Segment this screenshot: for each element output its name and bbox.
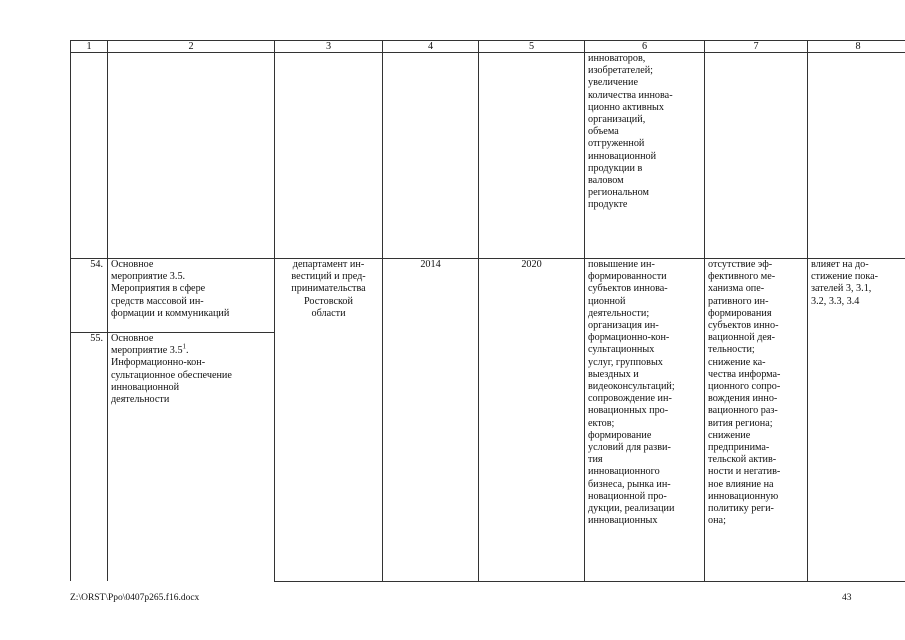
measure-name — [108, 333, 275, 582]
col-header-6: 6 — [585, 41, 705, 53]
col-header-2: 2 — [108, 41, 275, 53]
col-header-5: 5 — [479, 41, 585, 53]
row-number: 54. — [71, 259, 108, 333]
row-number: 55. — [71, 333, 108, 582]
measure-name: Основное мероприятие 3.5. Мероприятия в сфере средств массовой ин- формации и коммуникаций — [108, 259, 275, 333]
cell-empty — [108, 53, 275, 259]
cell-empty — [383, 53, 479, 259]
cell-empty — [705, 53, 808, 259]
end-year-cell: 2020 — [479, 259, 585, 582]
executor-cell: департамент ин- вестиций и пред- принимательства Ростовской области — [275, 259, 383, 582]
col-header-3: 3 — [275, 41, 383, 53]
start-year-cell: 2014 — [383, 259, 479, 582]
indicators-cell: влияет на до- стижение пока- зателей 3, 3.1, 3.2, 3.3, 3.4 — [808, 259, 905, 582]
measure-name-rest: . Информационно-кон- сультационное обеспечение инновационной деятельности — [111, 345, 232, 406]
footnote-mark: 1 — [182, 342, 187, 351]
col-header-8: 8 — [808, 41, 905, 53]
expected-results-cell: повышение ин- формированности субъектов иннова- ционной деятельности; организация ин- формационно-кон- сультационных услуг, групповых выездных и видеоконсультаций; сопровождение ин- новационных про- ектов; формирование условий для разви- тия инновационного бизнеса, рынка ин- новационной про- дукции, реализации инновационных — [585, 259, 705, 582]
table-row-continuation — [71, 53, 905, 259]
measures-table — [70, 40, 905, 582]
col-header-4: 4 — [383, 41, 479, 53]
footer-page-number: 43 — [842, 593, 852, 603]
col-header-1: 1 — [71, 41, 108, 53]
cell-empty — [479, 53, 585, 259]
cell-empty — [275, 53, 383, 259]
measure-name-main: Основное мероприятие 3.5 — [111, 333, 183, 357]
table-row-54 — [71, 259, 905, 333]
column-number-row — [71, 41, 905, 53]
consequences-cell: отсутствие эф- фективного ме- ханизма опе- ративного ин- формирования субъектов инно- вационной дея- тельности; снижение ка- чества информа- ционного сопро- вождения инно- вационного раз- вития региона; снижение предпринима- тельской актив- ности и негатив- ное влияние на инновационную политику реги- она; — [705, 259, 808, 582]
cell-empty — [71, 53, 108, 259]
footer-file-path: Z:\ORST\Ppo\0407p265.f16.docx — [70, 593, 200, 603]
cell-empty — [808, 53, 905, 259]
col-header-7: 7 — [705, 41, 808, 53]
cell-continued-results: инноваторов, изобретателей; увеличение количества иннова- ционно активных организаций, объема отгруженной инновационной продукции в валовом региональном продукте — [585, 53, 705, 259]
